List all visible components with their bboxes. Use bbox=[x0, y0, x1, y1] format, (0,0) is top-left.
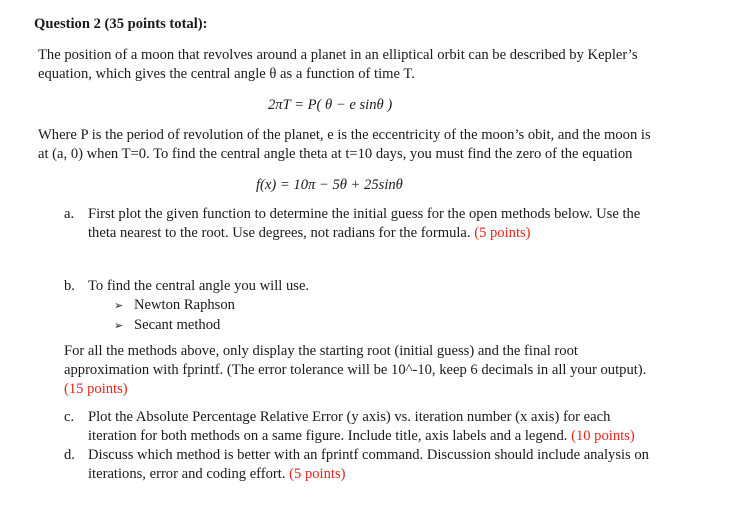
part-c-line-1: Plot the Absolute Percentage Relative Error (y axis) vs. iteration number (x axis) for each bbox=[88, 409, 611, 425]
part-a-line-1: First plot the given function to determine the initial guess for the open methods below. Use the bbox=[88, 206, 641, 222]
method-list-item bbox=[64, 316, 309, 336]
part-b bbox=[64, 277, 309, 336]
part-b-note bbox=[64, 342, 646, 399]
part-b-line-1: To find the central angle you will use. bbox=[88, 278, 310, 294]
part-c-marker: c. bbox=[64, 409, 75, 425]
where-line-2: at (a, 0) when T=0. To find the central angle theta at t=10 days, you must find the zero of the equation bbox=[38, 146, 633, 162]
part-d-line-1: Discuss which method is better with an fprintf command. Discussion should include analysis on bbox=[88, 447, 649, 463]
part-a-points: (5 points) bbox=[474, 225, 531, 241]
intro-paragraph bbox=[38, 46, 638, 84]
method-secant: Secant method bbox=[134, 317, 221, 333]
part-d-line-2: iterations, error and coding effort. bbox=[88, 466, 286, 482]
part-b-points: (15 points) bbox=[64, 381, 128, 397]
target-function-equation: f(x) = 10π − 5θ + 25sinθ bbox=[256, 177, 403, 193]
part-d-points: (5 points) bbox=[289, 466, 346, 482]
intro-line-1: The position of a moon that revolves around a planet in an elliptical orbit can be described by Kepler’s bbox=[38, 47, 638, 63]
arrow-bullet-icon: ➢ bbox=[114, 320, 124, 332]
question-heading: Question 2 (35 points total): bbox=[34, 16, 208, 32]
part-a-line-2: theta nearest to the root. Use degrees, not radians for the formula. bbox=[88, 225, 471, 241]
method-newton-raphson: Newton Raphson bbox=[134, 297, 235, 313]
part-a-marker: a. bbox=[64, 206, 75, 222]
kepler-equation: 2πT = P( θ − e sinθ ) bbox=[268, 97, 393, 113]
where-line-1: Where P is the period of revolution of the planet, e is the eccentricity of the moon’s obit, and the moon is bbox=[38, 127, 651, 143]
part-d-marker: d. bbox=[64, 447, 75, 463]
part-a bbox=[64, 205, 640, 243]
arrow-bullet-icon: ➢ bbox=[114, 300, 124, 312]
part-b-note-line-1: For all the methods above, only display the starting root (initial guess) and the final root bbox=[64, 343, 578, 359]
part-b-marker: b. bbox=[64, 278, 75, 294]
part-d bbox=[64, 446, 649, 484]
part-c-points: (10 points) bbox=[571, 428, 635, 444]
part-b-note-line-2: approximation with fprintf. (The error tolerance will be 10^-10, keep 6 decimals in all your output). bbox=[64, 362, 647, 378]
where-paragraph bbox=[38, 126, 651, 164]
method-list-item bbox=[64, 296, 309, 316]
intro-line-2: equation, which gives the central angle θ as a function of time T. bbox=[38, 66, 415, 82]
part-c bbox=[64, 408, 635, 446]
part-c-line-2: iteration for both methods on a same figure. Include title, axis labels and a legend. bbox=[88, 428, 568, 444]
